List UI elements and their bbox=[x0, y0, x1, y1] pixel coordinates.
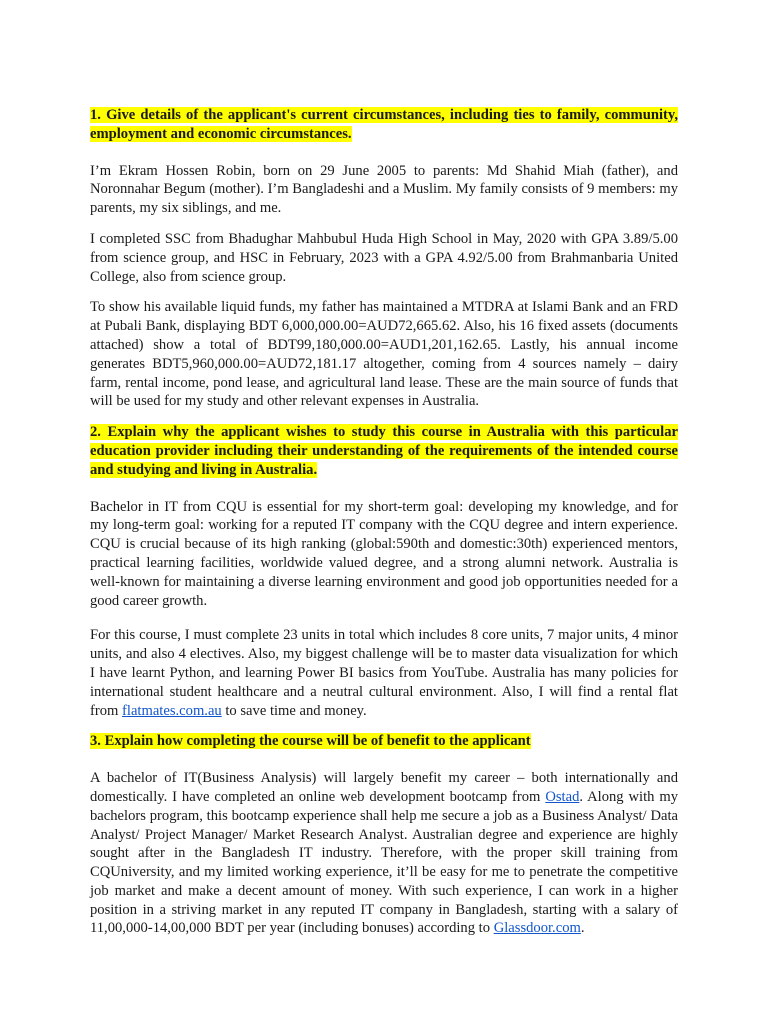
section-3-heading bbox=[90, 732, 678, 751]
section-3-paragraph-1-end: . bbox=[580, 920, 585, 937]
section-3-heading-text: 3. Explain how completing the course will be of benefit to the applicant bbox=[90, 733, 531, 750]
section-2-heading bbox=[90, 423, 678, 479]
flatmates-link[interactable]: flatmates.com.au bbox=[122, 702, 222, 719]
ostad-link[interactable]: Ostad bbox=[545, 788, 580, 805]
section-2-heading-text: 2. Explain why the applicant wishes to study this course in Australia with this particular education provider including their understanding of the requirements of the intended course and studying and living in Australia. bbox=[90, 424, 678, 478]
section-3-paragraph-1-text: A bachelor of IT(Business Analysis) will largely benefit my career – both internationally and domestically. I have completed an online web development bootcamp from bbox=[90, 770, 678, 805]
section-1-paragraph-3: To show his available liquid funds, my father has maintained a MTDRA at Islami Bank and an FRD at Pubali Bank, displaying BDT 6,000,000.00=AUD72,665.62. Also, his 16 fixed assets (documents attached) show a total of BDT99,180,000.00=AUD1,201,162.65. Lastly, his annual income generates BDT5,960,000.00=AUD72,181.17 altogether, coming from 4 sources namely – dairy farm, rental income, pond lease, and agricultural land lease. These are the main source of funds that will be used for my study and other relevant expenses in Australia. bbox=[90, 299, 678, 410]
section-2-paragraph-2-text: For this course, I must complete 23 units in total which includes 8 core units, 7 major units, 4 minor units, and also 4 electives. Also, my biggest challenge will be to master data visualization for which I have learnt Python, and learning Power BI basics from YouTube. Australia has many policies for international student healthcare and a neutral cultural environment. Also, I will find a rental flat from bbox=[90, 627, 678, 719]
section-1-heading bbox=[90, 106, 678, 144]
section-1-paragraph-1: I’m Ekram Hossen Robin, born on 29 June 2005 to parents: Md Shahid Miah (father), and Noronnahar Begum (mother). I’m Bangladeshi and a Muslim. My family consists of 9 members: my parents, my six siblings, and me. bbox=[90, 162, 678, 217]
section-2-paragraph-2-end: to save time and money. bbox=[221, 702, 367, 719]
glassdoor-link[interactable]: Glassdoor.com bbox=[493, 920, 581, 937]
section-3-paragraph-1 bbox=[90, 769, 678, 938]
section-2-paragraph-1: Bachelor in IT from CQU is essential for my short-term goal: developing my knowledge, and for my long-term goal: working for a reputed IT company with the CQU degree and intern experience. CQU is crucial because of its high ranking (global:590th and domestic:30th) experienced mentors, practical learning facilities, worldwide valued degree, and a strong alumni network. Australia is well-known for maintaining a diverse learning environment and good job opportunities needed for a good career growth. bbox=[90, 498, 678, 609]
section-1-heading-text: 1. Give details of the applicant's current circumstances, including ties to family, community, employment and economic circumstances. bbox=[90, 107, 678, 142]
section-2-paragraph-2 bbox=[90, 626, 678, 720]
section-3-paragraph-1-middle: . Along with my bachelors program, this bootcamp experience shall help me secure a job as a Business Analyst/ Data Analyst/ Project Manager/ Market Research Analyst. Australian degree and experience are highly sought after in the Bangladesh IT industry. Therefore, with the proper skill training from CQUniversity, and my limited working experience, it’ll be easy for me to penetrate the competitive job market and make a decent amount of money. With such experience, I can work in a higher position in a striving market in any reputed IT company in Bangladesh, starting with a salary of 11,00,000-14,00,000 BDT per year (including bonuses) according to bbox=[90, 788, 678, 937]
section-1-paragraph-2: I completed SSC from Bhadughar Mahbubul Huda High School in May, 2020 with GPA 3.89/5.00 from science group, and HSC in February, 2023 with a GPA 4.92/5.00 from Brahmanbaria United College, also from science group. bbox=[90, 230, 678, 285]
